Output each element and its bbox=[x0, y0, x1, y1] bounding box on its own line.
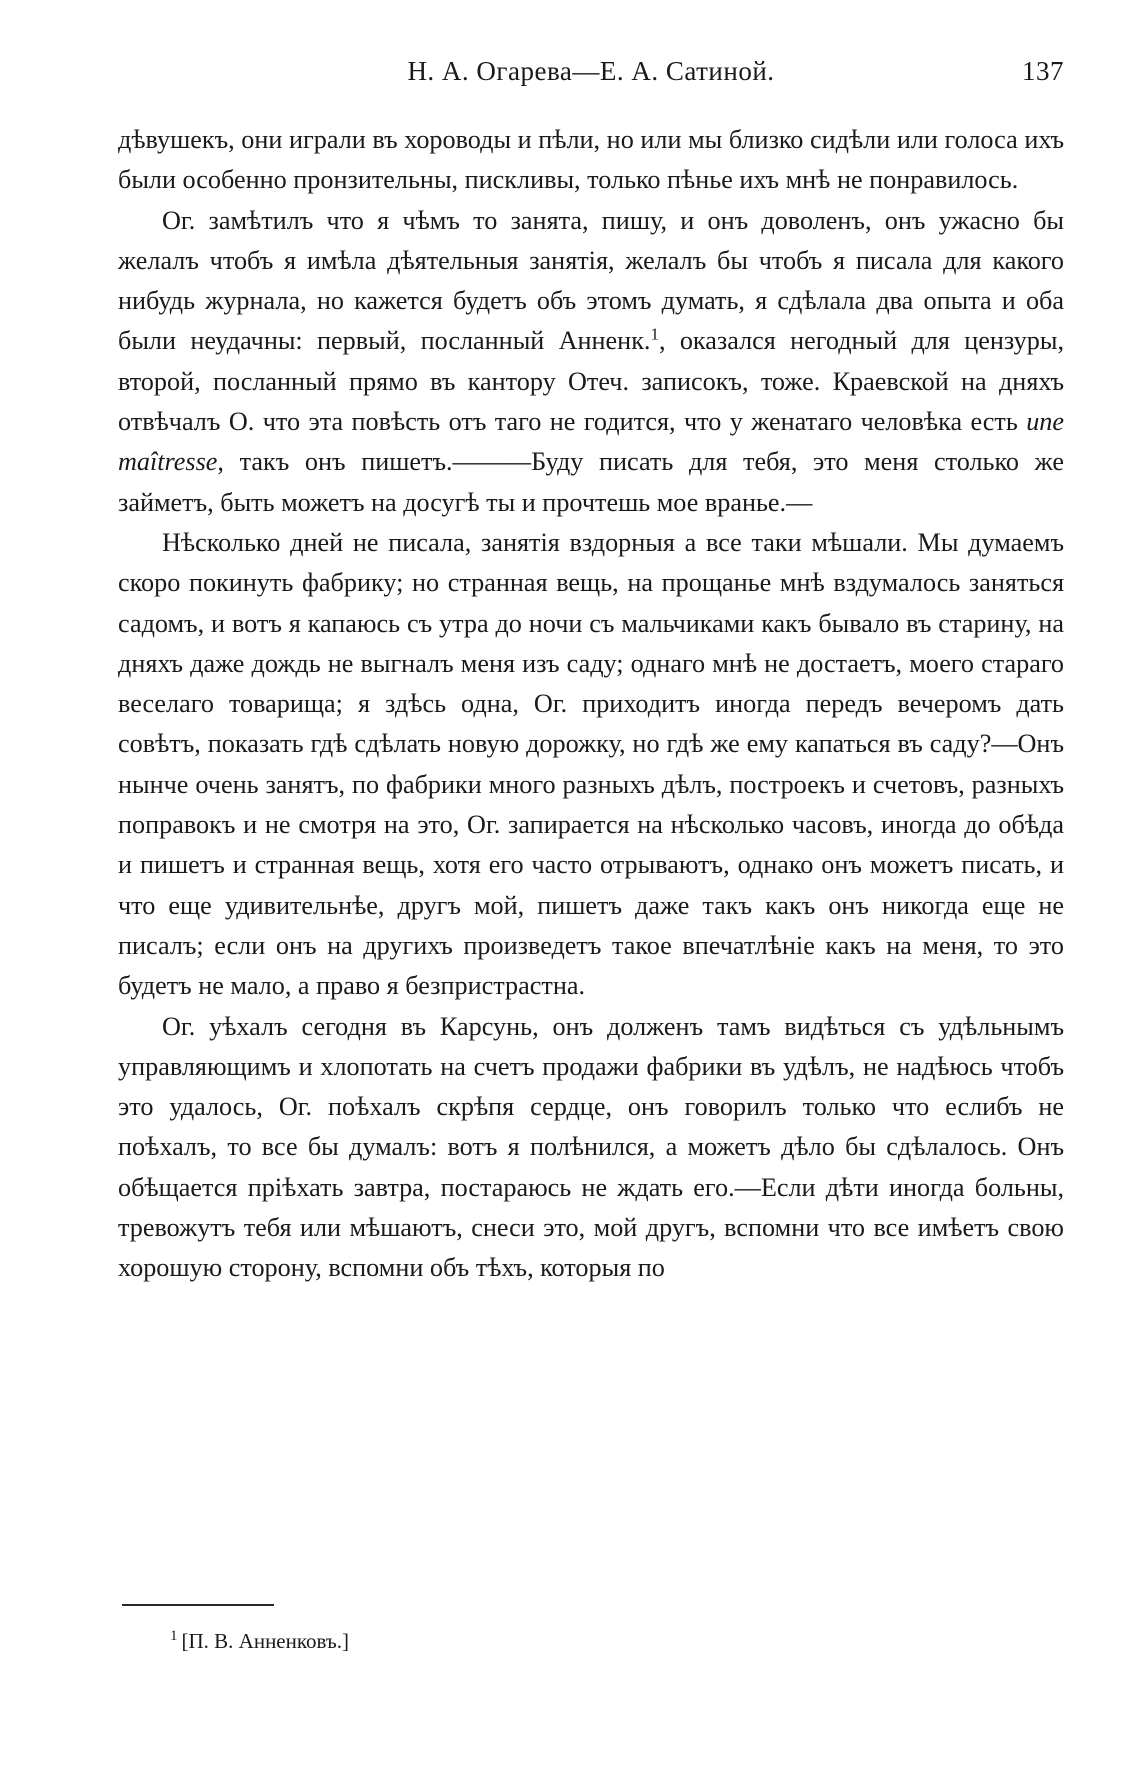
running-title: Н. А. Огарева—Е. А. Сатиной. bbox=[407, 56, 775, 86]
paragraph-text: , такъ онъ пишетъ.———Буду писать для тебя, это меня столько же займетъ, быть можетъ на досугѣ ты и прочтешь мое вранье.— bbox=[118, 447, 1064, 517]
paragraph: Нѣсколько дней не писала, занятія вздорныя а все таки мѣшали. Мы думаемъ скоро покинуть фабрику; но странная вещь, на прощанье мнѣ вздумалось заняться садомъ, и вотъ я капаюсь съ утра до ночи съ мальчиками какъ бывало въ старину, на дняхъ даже дождь не выгналъ меня изъ саду; однаго мнѣ не достаетъ, моего стараго веселаго товарища; я здѣсь одна, Ог. приходитъ иногда передъ вечеромъ дать совѣтъ, показать гдѣ сдѣлать новую дорожку, но гдѣ же ему капаться въ саду?—Онъ нынче очень занятъ, по фабрики много разныхъ дѣлъ, построекъ и счетовъ, разныхъ поправокъ и не смотря на это, Ог. запирается на нѣсколько часовъ, иногда до обѣда и пишетъ и странная вещь, хотя его часто отрываютъ, однако онъ можетъ писать, и что еще удивительнѣе, другъ мой, пишетъ даже такъ какъ онъ никогда еще не писалъ; если онъ на другихъ произведетъ такое впечатлѣніе какъ на меня, то это будетъ не мало, а право я безпристрастна. bbox=[118, 527, 1064, 1001]
page-number: 137 bbox=[1022, 56, 1064, 86]
footnote-reference: 1 bbox=[650, 324, 659, 344]
body-text bbox=[118, 120, 1064, 1289]
footnote-rule bbox=[122, 1604, 274, 1606]
paragraph bbox=[118, 201, 1064, 523]
footnote-marker: 1 bbox=[170, 1628, 178, 1644]
italic-phrase: une maîtresse bbox=[118, 407, 1064, 477]
paragraph-continuation: дѣвушекъ, они играли въ хороводы и пѣли, но или мы близко сидѣли или голоса ихъ были особенно пронзительны, пискливы, только пѣнье ихъ мнѣ не понравилось. bbox=[118, 125, 1064, 195]
paragraph-text: Ог. замѣтилъ что я чѣмъ то занята, пишу, и онъ доволенъ, онъ ужасно бы желалъ чтобъ я имѣла дѣятельныя занятія, желалъ бы чтобъ я писала для какого нибудь журнала, но кажется будетъ объ этомъ думать, я сдѣлала два опыта и оба были неудачны: первый, посланный Анненк. bbox=[118, 205, 1064, 356]
paragraph: Ог. уѣхалъ сегодня въ Карсунь, онъ долженъ тамъ видѣться съ удѣльнымъ управляющимъ и хлопотать на счетъ продажи фабрики въ удѣлъ, не надѣюсь чтобъ это удалось, Ог. поѣхалъ скрѣпя сердце, онъ говорилъ только что еслибъ не поѣхалъ, то все бы думалъ: вотъ я полѣнился, а можетъ дѣло бы сдѣлалось. Онъ обѣщается пріѣхать завтра, постараюсь не ждать его.—Если дѣти иногда больны, тревожутъ тебя или мѣшаютъ, снеси это, мой другъ, вспомни что все имѣетъ свою хорошую сторону, вспомни объ тѣхъ, которыя по bbox=[118, 1011, 1064, 1283]
running-head bbox=[118, 56, 1064, 100]
footnote-text: [П. В. Анненковъ.] bbox=[181, 1629, 349, 1653]
footnote bbox=[170, 1626, 349, 1656]
paragraph-text: , оказался негодный для цензуры, второй, посланный прямо въ кантору Отеч. записокъ, тоже. Краевской на дняхъ отвѣчалъ О. что эта повѣсть отъ таго не годится, что у женатаго человѣка есть bbox=[118, 326, 1064, 437]
